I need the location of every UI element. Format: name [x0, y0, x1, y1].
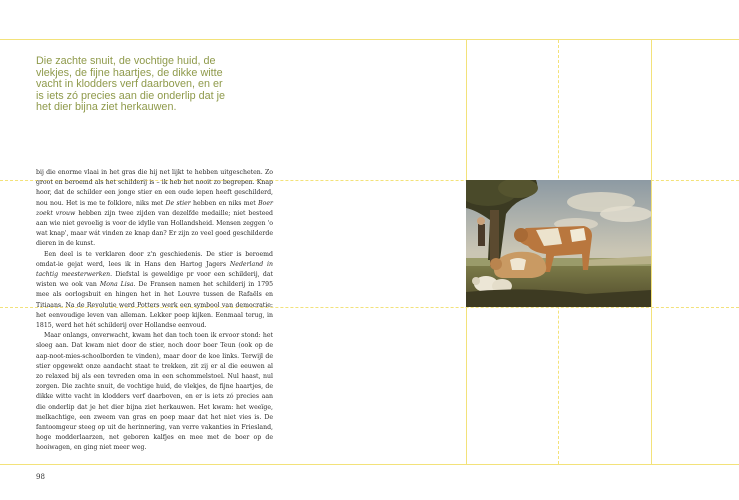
paragraph-2-text-c: . De Fransen namen het schilderij in 1795 mee als oorlogsbuit en hingen het in het Louvre tussen de Rafaëls en Titiaans. Na de Revolutie werd Potters werk een symbool van democratie: het eenvoudige leven van alleman. Lekker poep kijken. Eenmaal terug, in 1815, werd het hét schilderij over Hollandse eenvoud. — [36, 281, 274, 330]
guide-line-top — [0, 39, 739, 40]
paragraph-2-mona-lisa: Mona Lisa — [99, 281, 134, 289]
page-number: 98 — [36, 473, 45, 481]
guide-line-col-3 — [651, 40, 652, 464]
paragraph-1-text-b: hebben en niks met — [190, 199, 259, 207]
paragraph-1-text-c: hebben zijn twee zijden van dezelfde medaille; niet besteed aan wie niet gevoelig is voor de idylle van Hollandsheid. Mensen zeggen 'o wat knap', maar wát vinden ze knap dan? Er zijn zo veel goed geschilderde dieren in de kunst. — [36, 209, 273, 248]
paragraph-1-title-boer-zoekt-vrouw: Boer zoekt vrouw — [36, 199, 273, 217]
guide-line-bottom — [0, 464, 739, 465]
paragraph-2-text-b: . Diefstal is geweldige pr voor een schilderij, dat wisten we ook van — [36, 271, 273, 289]
paragraph-2 — [36, 250, 273, 332]
painting-image — [466, 180, 651, 307]
paragraph-1-text-a: bij die enorme vlaai in het gras die hij net lijkt te hebben uitgescheten. Zo groot en beroemd als het schilderij is – ik heb het nooit zo begrepen. Knap hoor, dat de schilder een jonge stier en een oude iepen heeft geschilderd, nou nou. Het is me te folklore, niks met — [36, 169, 273, 207]
paragraph-3: Maar onlangs, onverwacht, kwam het dan toch toen ik ervoor stond: het sloeg aan. Dat kwam niet door de stier, noch door boer Teun (ook op de aap-noot-mies-schoolborden te vinden), maar door de koe links. Terwijl de stier opgewekt onze aandacht staat te trekken, zit zij er al die eeuwen al zo relaxed bij als een tevreden oma in een schommelstoel. Nul haast, nul zorgen. Die zachte snuit, de vochtige huid, de vlekjes, de fijne haartjes, de dikke witte vacht in klodders verf daarboven, en er is iets zó precies aan die onderlip dat je het dier bijna ziet herkauwen. Het kwam: het weeïge, melkachtige, een zweem van gras en poep maar dat het niet vies is. De fantoomgeur steeg op uit de herinnering, van verre vakanties in Friesland, hoge modderlaarzen, net geboren kalfjes en mee met de boer op de hooiwagen, en ging niet meer weg. — [36, 332, 273, 452]
paragraph-1-title-de-stier: De stier — [165, 199, 191, 207]
paragraph-2-text-a: Een deel is te verklaren door z'n geschiedenis. De stier is beroemd omdat-ie gejat werd, lees ik in Hans den Hartog Jagers — [36, 250, 273, 268]
paragraph-2-book-title: Nederland in tachtig meesterwerken — [36, 260, 273, 279]
pull-quote: Die zachte snuit, de vochtige huid, de vlekjes, de fijne haartjes, de dikke witte vacht in klodders verf daarboven, en er is iets zó precies aan die onderlip dat je het dier bijna ziet herkauwen. — [36, 55, 226, 114]
painting-de-stier — [466, 180, 651, 307]
paragraph-1 — [36, 168, 273, 250]
body-text — [36, 168, 273, 454]
